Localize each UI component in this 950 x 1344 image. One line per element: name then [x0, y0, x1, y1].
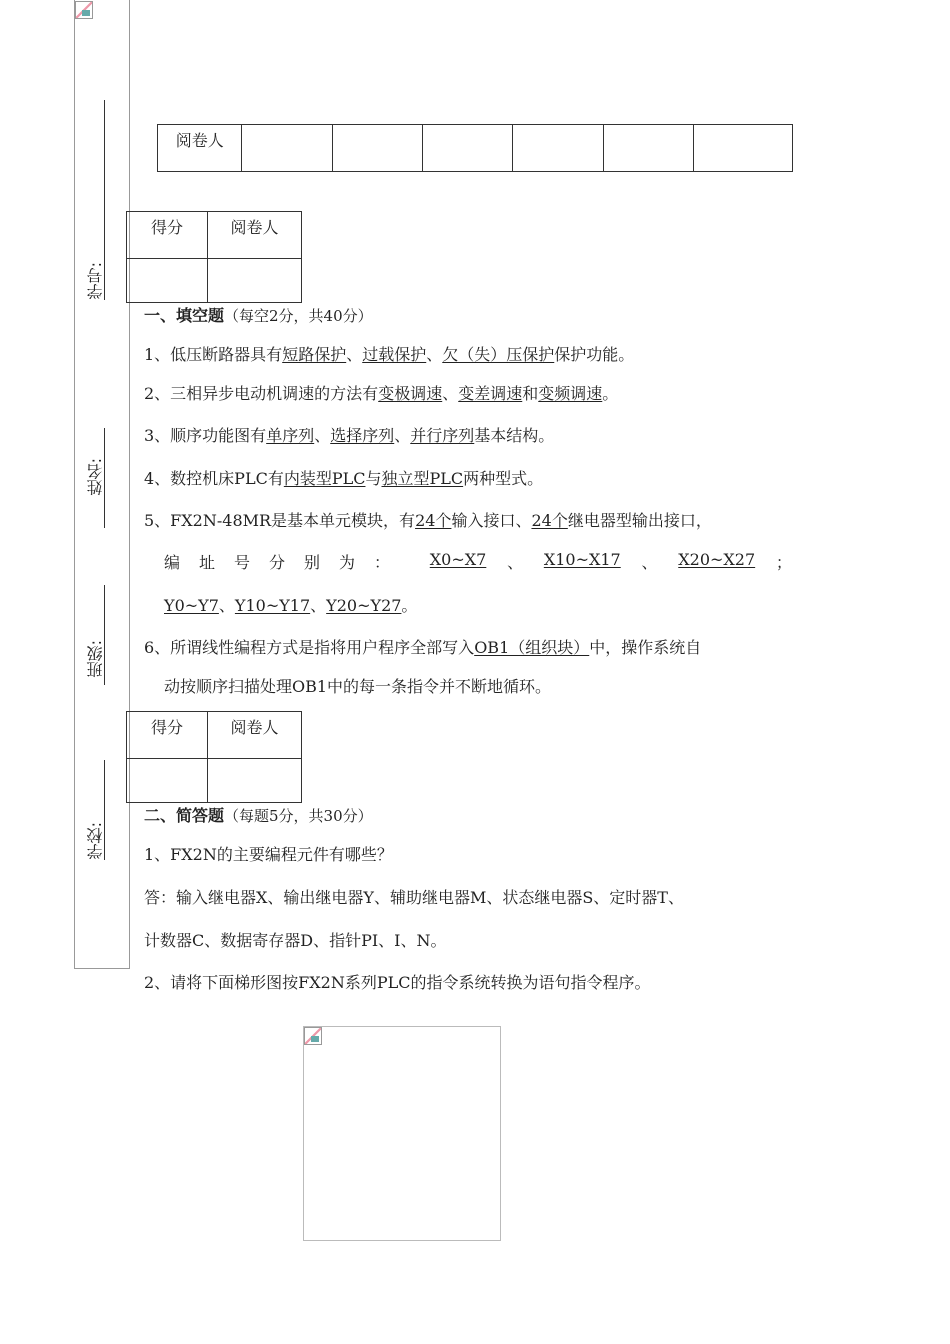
- answer: Y10~Y17: [234, 596, 311, 615]
- answer: Y0~Y7: [164, 596, 219, 615]
- text: 、: [641, 553, 658, 572]
- section1-note: （每空2分，共40分）: [224, 307, 373, 325]
- text: 3、顺序功能图有: [144, 426, 267, 445]
- question-1-6-line2: 动按顺序扫描处理OB1中的每一条指令并不断地循环。: [164, 677, 552, 696]
- answer: 选择序列: [330, 426, 395, 445]
- text: 保护功能。: [554, 345, 635, 364]
- answer: X0~X7: [429, 550, 487, 569]
- score-box-1: [126, 211, 302, 303]
- score-cell: [127, 759, 208, 803]
- answer: 变频调速: [538, 384, 603, 403]
- text: 4、数控机床PLC有: [144, 469, 284, 488]
- grader-cell: [513, 125, 603, 172]
- name-label: 姓名:: [86, 458, 105, 496]
- grader-sign-cell: [208, 259, 302, 303]
- section1-title: 一、填空题: [144, 306, 225, 325]
- text: 基本结构。: [474, 426, 555, 445]
- grader-cell: [422, 125, 512, 172]
- answer: 独立型PLC: [381, 469, 464, 488]
- grader-label-cell: 阅卷人: [158, 125, 242, 172]
- question-1-1: [144, 342, 634, 365]
- student-no-label: 学号:: [86, 262, 105, 300]
- answer: 过载保护: [362, 345, 427, 364]
- question-1-5-line3: [164, 593, 417, 616]
- broken-image-icon: [304, 1027, 322, 1045]
- text: 1、低压断路器具有: [144, 345, 283, 364]
- answer: 内装型PLC: [283, 469, 366, 488]
- grader-cell: [693, 125, 792, 172]
- score-box-2: [126, 711, 302, 803]
- answer: 变差调速: [458, 384, 523, 403]
- grader-header: 阅卷人: [208, 212, 302, 259]
- answer: X10~X17: [543, 550, 621, 569]
- text: 与: [365, 469, 382, 488]
- question-1-5: [144, 508, 712, 531]
- broken-image-icon: [75, 1, 93, 19]
- grader-cell: [242, 125, 332, 172]
- text: 、: [442, 384, 459, 403]
- grader-sign-cell: [208, 759, 302, 803]
- answer: OB1（组织块）: [474, 638, 590, 657]
- text: 、: [314, 426, 331, 445]
- text: 、: [394, 426, 411, 445]
- school-label: 学校:: [86, 822, 105, 860]
- section2-note: （每题5分，共30分）: [224, 807, 373, 825]
- text: 2、三相异步电动机调速的方法有: [144, 384, 379, 403]
- answer: 短路保护: [282, 345, 347, 364]
- answer-2-1-line1: 答：输入继电器X、输出继电器Y、辅助继电器M、状态继电器S、定时器T、: [144, 888, 684, 907]
- answer: 24个: [531, 511, 568, 530]
- grader-cell: [332, 125, 422, 172]
- question-1-4: [144, 466, 543, 489]
- text: 。: [401, 596, 418, 615]
- score-header: 得分: [127, 212, 208, 259]
- text: 输入接口、: [451, 511, 532, 530]
- text: 继电器型输出接口，: [567, 511, 712, 530]
- question-1-3: [144, 423, 554, 446]
- section1-heading: [144, 303, 373, 326]
- grader-header: 阅卷人: [208, 712, 302, 759]
- question-2-1: 1、FX2N的主要编程元件有哪些？: [144, 845, 393, 864]
- question-2-2: 2、请将下面梯形图按FX2N系列PLC的指令系统转换为语句指令程序。: [144, 973, 651, 992]
- text: 编址号分别为：: [164, 553, 410, 572]
- class-label: 班级:: [86, 640, 105, 678]
- score-cell: [127, 259, 208, 303]
- answer: 并行序列: [410, 426, 475, 445]
- grader-row-table: [157, 124, 793, 172]
- text: 。: [602, 384, 619, 403]
- grader-cell: [603, 125, 693, 172]
- text: 5、FX2N-48MR是基本单元模块，有: [144, 511, 416, 530]
- answer: 24个: [415, 511, 452, 530]
- answer-2-1-line2: 计数器C、数据寄存器D、指针PI、I、N。: [144, 931, 447, 950]
- answer: 变极调速: [378, 384, 443, 403]
- section2-title: 二、简答题: [144, 806, 225, 825]
- text: 、: [310, 596, 327, 615]
- answer: Y20~Y27: [326, 596, 402, 615]
- text: 、: [507, 553, 524, 572]
- question-1-5-line2: [164, 550, 792, 573]
- text: 6、所谓线性编程方式是指将用户程序全部写入: [144, 638, 475, 657]
- text: 和: [522, 384, 539, 403]
- question-1-6: [144, 635, 701, 658]
- section2-heading: [144, 803, 373, 826]
- text: 、: [218, 596, 235, 615]
- answer: 单序列: [266, 426, 315, 445]
- text: 、: [346, 345, 363, 364]
- answer: X20~X27: [678, 550, 756, 569]
- text: 、: [426, 345, 443, 364]
- question-1-2: [144, 381, 618, 404]
- ladder-diagram-image: [303, 1026, 501, 1241]
- text: ；: [775, 553, 792, 572]
- score-header: 得分: [127, 712, 208, 759]
- answer: 欠（失）压保护: [442, 345, 555, 364]
- text: 两种型式。: [463, 469, 544, 488]
- text: 中，操作系统自: [589, 638, 702, 657]
